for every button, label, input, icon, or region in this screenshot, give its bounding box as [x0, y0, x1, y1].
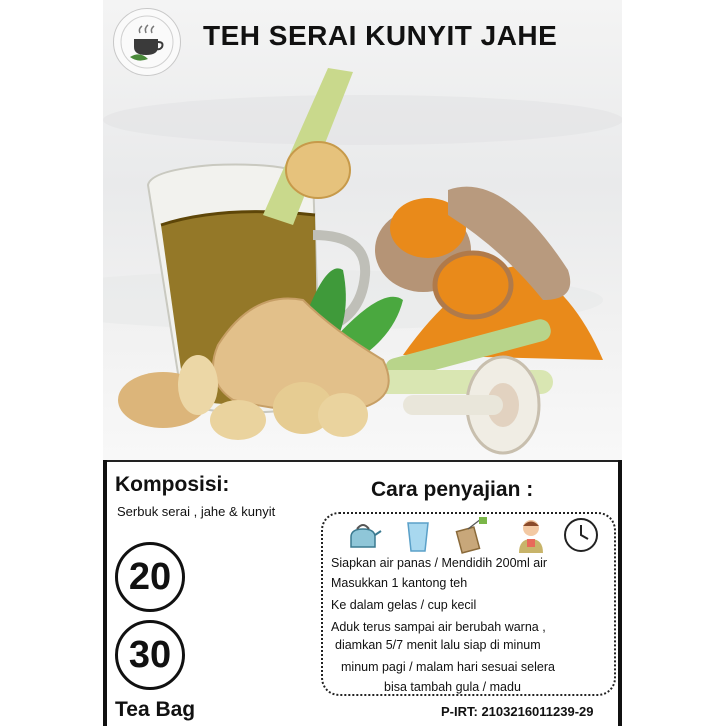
step-2: Masukkan 1 kantong teh	[331, 576, 468, 590]
cara-penyajian-heading: Cara penyajian :	[371, 478, 534, 501]
step-5: diamkan 5/7 menit lalu siap di minum	[335, 638, 541, 652]
glass-icon	[398, 515, 438, 555]
komposisi-heading: Komposisi:	[115, 473, 230, 496]
size-30-badge: 30	[115, 620, 185, 690]
person-drinking-icon	[511, 515, 551, 555]
pirt-number: P-IRT: 2103216011239-29	[441, 704, 594, 719]
instruction-icons	[343, 515, 603, 557]
step-4: Aduk terus sampai air berubah warna ,	[331, 620, 546, 634]
product-photo	[103, 0, 622, 460]
tea-bag-label: Tea Bag	[115, 698, 196, 721]
size-20-badge: 20	[115, 542, 185, 612]
komposisi-text: Serbuk serai , jahe & kunyit	[117, 504, 276, 519]
ingredients-illustration	[103, 0, 622, 460]
panel-border-left	[103, 460, 107, 726]
panel-border-right	[618, 460, 622, 726]
brand-logo	[113, 8, 181, 76]
kettle-icon	[343, 515, 383, 555]
product-poster	[103, 0, 622, 726]
step-1: Siapkan air panas / Mendidih 200ml air	[331, 556, 548, 570]
step-3: Ke dalam gelas / cup kecil	[331, 598, 477, 612]
step-7: bisa tambah gula / madu	[384, 680, 521, 694]
product-title: TEH SERAI KUNYIT JAHE	[203, 20, 558, 51]
clock-icon	[561, 515, 601, 555]
step-6: minum pagi / malam hari sesuai selera	[341, 660, 555, 674]
teabag-icon	[451, 515, 491, 555]
